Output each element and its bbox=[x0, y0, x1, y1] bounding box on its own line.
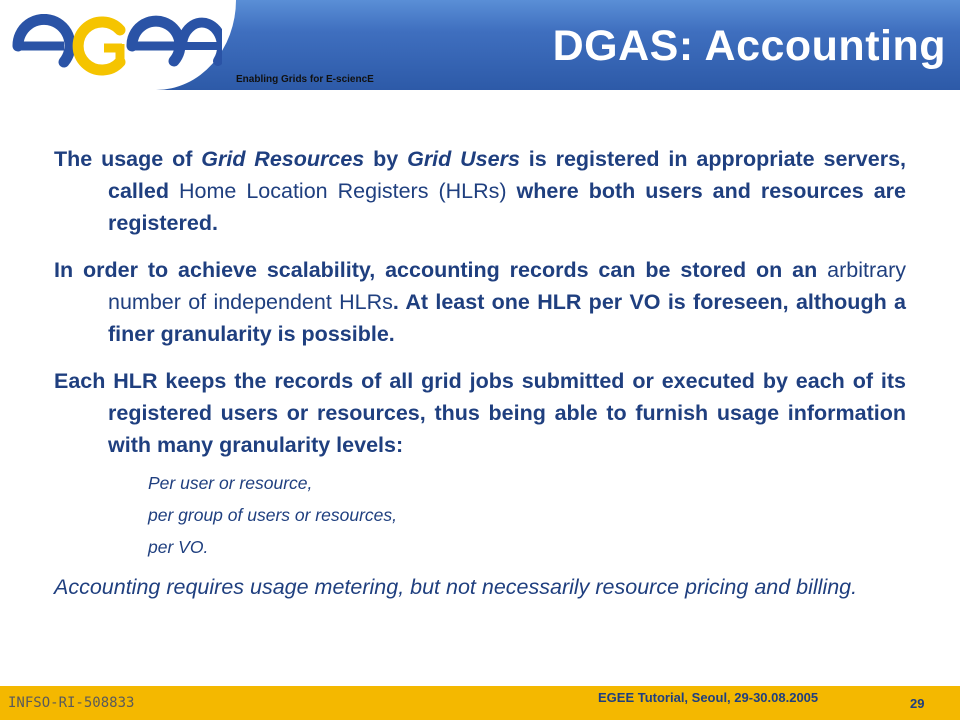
paragraph-scalability bbox=[54, 254, 906, 350]
slide-title: DGAS: Accounting bbox=[552, 22, 946, 70]
paragraph-hlr-records: Each HLR keeps the records of all grid jobs submitted or executed by each of its registered users or resources, thus being able to furnish usage information with many granularity levels: bbox=[54, 369, 906, 457]
granularity-item: per group of users or resources, bbox=[148, 505, 398, 525]
footer-project-id: INFSO-RI-508833 bbox=[8, 695, 135, 711]
paragraph-usage-registration bbox=[54, 143, 906, 239]
text-run: The usage of bbox=[54, 147, 202, 171]
text-run: is registered in appropriate servers, called bbox=[108, 147, 906, 203]
slide-header bbox=[0, 0, 960, 90]
text-run: by bbox=[364, 147, 408, 171]
egee-logo bbox=[12, 14, 222, 76]
logo-letter-e2 bbox=[132, 21, 180, 61]
text-run: . At least one HLR per VO is foreseen, although a finer granularity is possible. bbox=[108, 290, 906, 346]
granularity-item: per VO. bbox=[148, 537, 209, 557]
logo-card bbox=[0, 0, 236, 90]
term-grid-resources: Grid Resources bbox=[201, 147, 365, 171]
logo-letter-g bbox=[78, 22, 122, 70]
slide-body bbox=[54, 143, 906, 603]
logo-tagline: Enabling Grids for E-sciencE bbox=[236, 74, 374, 85]
footer-event: EGEE Tutorial, Seoul, 29-30.08.2005 bbox=[598, 690, 819, 705]
paragraph-closing: Accounting requires usage metering, but not necessarily resource pricing and billing. bbox=[54, 575, 858, 599]
logo-letter-e1 bbox=[18, 19, 70, 62]
text-run: where both users and resources are registered. bbox=[108, 179, 906, 235]
term-grid-users: Grid Users bbox=[407, 147, 520, 171]
term-independent-hlrs: arbitrary number of independent HLRs bbox=[108, 258, 906, 314]
logo-letter-e3 bbox=[182, 23, 222, 61]
page-number: 29 bbox=[910, 696, 925, 711]
slide-footer bbox=[0, 686, 960, 720]
granularity-list bbox=[148, 467, 906, 563]
text-run: In order to achieve scalability, accounting records can be stored on an bbox=[54, 258, 828, 282]
granularity-item: Per user or resource, bbox=[148, 473, 313, 493]
term-hlr: Home Location Registers (HLRs) bbox=[178, 179, 507, 203]
